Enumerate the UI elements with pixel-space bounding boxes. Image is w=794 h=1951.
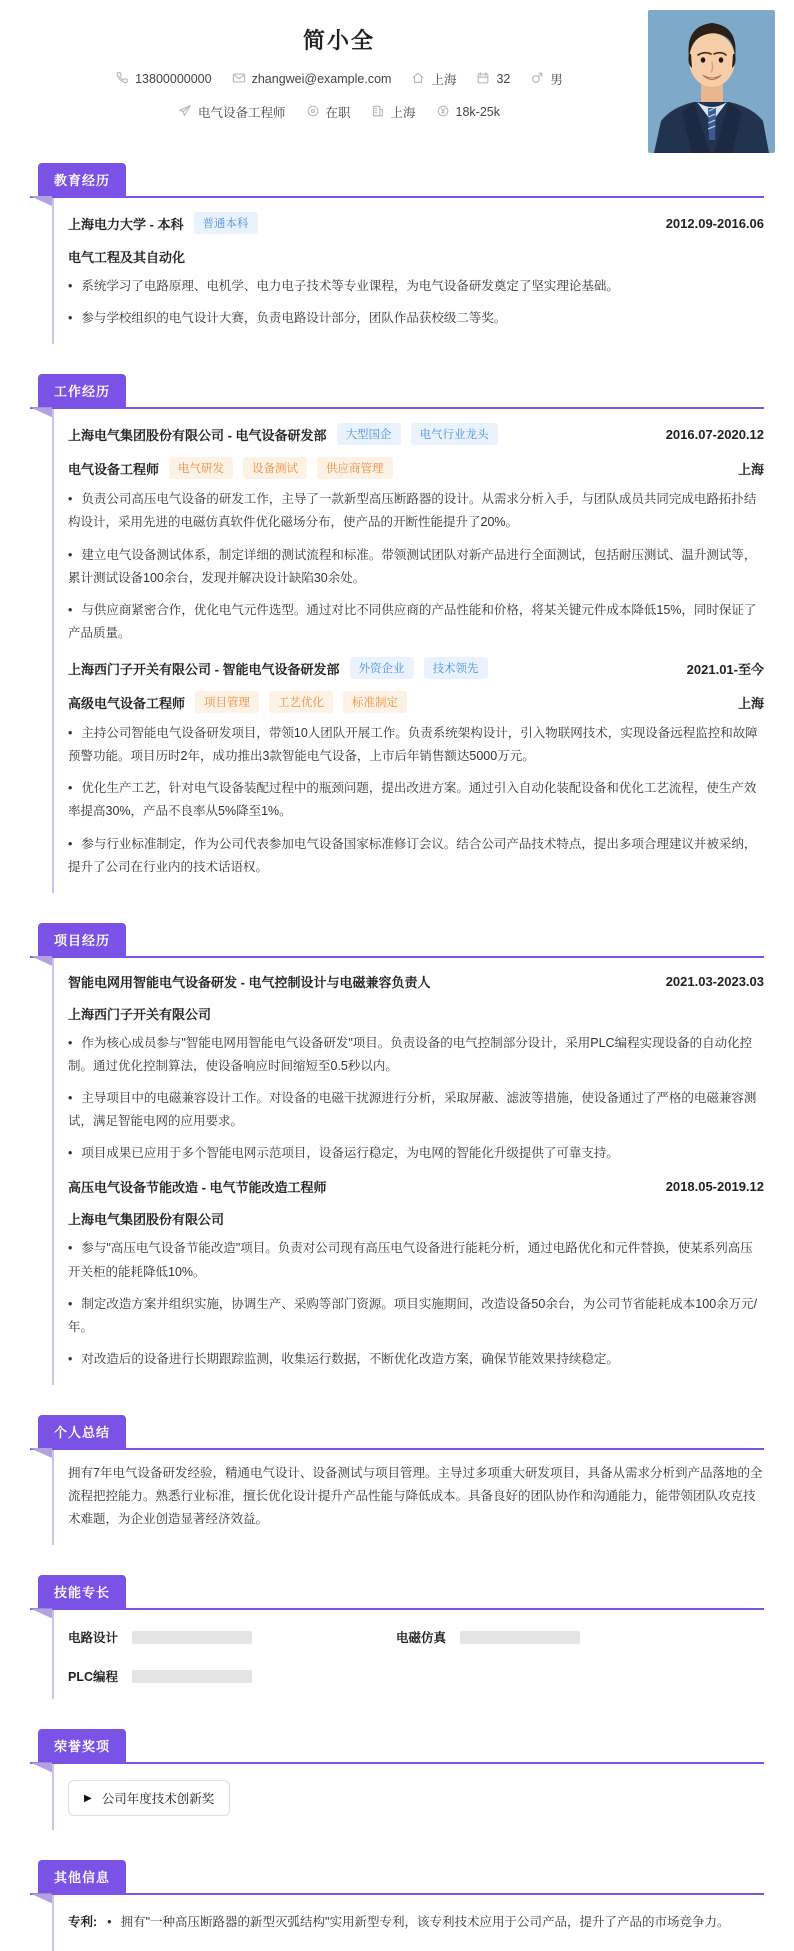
work-body — [52, 409, 764, 893]
role-tag: 电气研发 — [169, 457, 233, 479]
section-badge-summary: 个人总结 — [38, 1415, 126, 1448]
bullet-marker: • — [107, 1915, 112, 1930]
phone-item — [115, 71, 211, 88]
section-ribbon — [30, 1860, 764, 1895]
play-icon: ▶ — [84, 1792, 92, 1804]
age-item — [476, 71, 510, 88]
salary-value: 18k-25k — [455, 105, 501, 119]
section-work — [30, 374, 764, 893]
skill-progress-bar — [132, 1631, 252, 1644]
skill-item — [396, 1628, 764, 1646]
gender-value: 男 — [550, 73, 563, 87]
contact-row-1 — [30, 70, 648, 88]
section-projects — [30, 923, 764, 1385]
ribbon-fold-icon — [30, 1893, 52, 1903]
phone-icon — [115, 71, 129, 88]
salary-item — [436, 104, 500, 121]
ribbon-fold-icon — [30, 196, 52, 206]
work-entry-head — [68, 657, 764, 679]
school-name: 上海电力大学 - 本科 — [68, 216, 184, 232]
skill-item — [68, 1667, 396, 1685]
project-company: 上海西门子开关有限公司 — [68, 1006, 212, 1022]
skill-name: 电路设计 — [68, 1631, 119, 1646]
company-name: 上海西门子开关有限公司 - 智能电气设备研发部 — [68, 661, 340, 677]
project-entry — [68, 1177, 764, 1371]
work-city: 上海 — [737, 461, 764, 477]
list-item: • 与供应商紧密合作，优化电气元件选型。通过对比不同供应商的产品性能和价格，将某关键元件成本降低15%，同时保证了产品质量。 — [68, 599, 764, 645]
list-item: • 参与学校组织的电气设计大赛，负责电路设计部分，团队作品获校级二等奖。 — [68, 307, 764, 330]
job-title-item — [178, 103, 286, 121]
company-tag: 大型国企 — [337, 423, 401, 445]
patent-line — [68, 1911, 764, 1934]
other-body — [52, 1895, 764, 1951]
contact-row-2 — [30, 103, 648, 121]
gender-icon — [530, 71, 544, 88]
gender-item — [530, 70, 563, 88]
section-ribbon — [30, 374, 764, 409]
ribbon-fold-icon — [30, 1762, 52, 1772]
ribbon-fold-icon — [30, 956, 52, 966]
project-date: 2021.03-2023.03 — [665, 973, 764, 989]
skill-progress-bar — [460, 1631, 580, 1644]
project-title: 高压电气设备节能改造 - 电气节能改造工程师 — [68, 1180, 327, 1196]
skills-grid — [68, 1628, 764, 1685]
ribbon-fold-icon — [30, 407, 52, 417]
age-icon — [476, 71, 490, 88]
education-major: 电气工程及其自动化 — [68, 250, 186, 265]
list-item: • 参与行业标准制定，作为公司代表参加电气设备国家标准修订会议。结合公司产品技术特点，提出多项合理建议并被采纳，提升了公司在行业内的技术话语权。 — [68, 833, 764, 879]
building-icon — [371, 104, 385, 121]
project-title: 智能电网用智能电气设备研发 - 电气控制设计与电磁兼容负责人 — [68, 974, 431, 990]
work-entry — [68, 423, 764, 645]
company-tag: 技术领先 — [424, 657, 488, 679]
section-education — [30, 163, 764, 344]
project-company: 上海电气集团股份有限公司 — [68, 1212, 225, 1228]
profile-photo — [648, 10, 775, 153]
patent-text: 拥有"一种高压断路器的新型灭弧结构"实用新型专利，该专利技术应用于公司产品，提升了产品的市场竞争力。 — [120, 1915, 730, 1930]
work-city-item — [371, 103, 416, 121]
candidate-name: 简小全 — [302, 28, 375, 53]
role-tag: 供应商管理 — [317, 457, 393, 479]
work-city: 上海 — [737, 695, 764, 711]
list-item: • 作为核心成员参与"智能电网用智能电气设备研发"项目。负责设备的电气控制部分设计，采用PLC编程实现设备的自动化控制。通过优化控制算法，使设备响应时间缩短至0.5秒以内。 — [68, 1032, 764, 1078]
header-text-block — [30, 24, 648, 121]
summary-body — [52, 1450, 764, 1545]
skill-progress-bar — [132, 1670, 252, 1683]
section-badge-other: 其他信息 — [38, 1860, 126, 1893]
job-status-item — [306, 103, 351, 121]
list-item: • 建立电气设备测试体系，制定详细的测试流程和标准。带领测试团队对新产品进行全面测试，包括耐压测试、温升测试等，累计测试设备100余台，发现并解决设计缺陷30余处。 — [68, 544, 764, 590]
section-ribbon — [30, 163, 764, 198]
list-item: • 对改造后的设备进行长期跟踪监测，收集运行数据，不断优化改造方案，确保节能效果持续稳定。 — [68, 1348, 764, 1371]
section-ribbon — [30, 1415, 764, 1450]
ribbon-fold-icon — [30, 1608, 52, 1618]
role-title: 高级电气设备工程师 — [68, 695, 186, 711]
patent-label: 专利: — [68, 1915, 98, 1930]
section-skills — [30, 1575, 764, 1699]
salary-icon — [436, 104, 450, 121]
paper-plane-icon — [178, 104, 192, 121]
work-role-row — [68, 457, 764, 479]
work-date: 2021.01-至今 — [686, 661, 764, 677]
list-item: • 参与"高压电气设备节能改造"项目。负责对公司现有高压电气设备进行能耗分析，通过电路优化和元件替换，使某系列高压开关柜的能耗降低10%。 — [68, 1237, 764, 1283]
section-ribbon — [30, 923, 764, 958]
education-entry-head — [68, 212, 764, 234]
section-badge-projects: 项目经历 — [38, 923, 126, 956]
role-tag: 设备测试 — [243, 457, 307, 479]
section-other — [30, 1860, 764, 1951]
skills-body — [52, 1610, 764, 1699]
section-badge-education: 教育经历 — [38, 163, 126, 196]
company-tag: 电气行业龙头 — [411, 423, 498, 445]
honors-body — [52, 1764, 764, 1830]
list-item: • 主导项目中的电磁兼容设计工作。对设备的电磁干扰源进行分析，采取屏蔽、滤波等措施，使设备通过了严格的电磁兼容测试，满足智能电网的应用要求。 — [68, 1087, 764, 1133]
section-honors — [30, 1729, 764, 1830]
email-item — [232, 71, 392, 88]
skill-name: 电磁仿真 — [396, 1631, 447, 1646]
job-title-value: 电气设备工程师 — [197, 106, 286, 120]
email-value: zhangwei@example.com — [251, 72, 392, 86]
status-icon — [306, 104, 320, 121]
resume-header — [0, 0, 794, 158]
honor-label: 公司年度技术创新奖 — [101, 1792, 215, 1807]
list-item: • 主持公司智能电气设备研发项目，带领10人团队开展工作。负责系统架构设计，引入物联网技术，实现设备远程监控和故障预警功能。项目历时2年，成功推出3款智能电气设备，上市后年销售额达5000万元。 — [68, 722, 764, 768]
list-item: • 系统学习了电路原理、电机学、电力电子技术等专业课程，为电气设备研发奠定了坚实理论基础。 — [68, 275, 764, 298]
work-entry-head — [68, 423, 764, 445]
project-entry-head — [68, 972, 764, 991]
skill-name: PLC编程 — [68, 1670, 119, 1685]
skill-item — [68, 1628, 396, 1646]
list-item: • 项目成果已应用于多个智能电网示范项目，设备运行稳定，为电网的智能化升级提供了可靠支持。 — [68, 1142, 764, 1165]
age-value: 32 — [496, 72, 511, 86]
phone-value: 13800000000 — [135, 72, 212, 86]
project-entry-head — [68, 1177, 764, 1196]
work-city-value: 上海 — [390, 106, 416, 120]
role-title: 电气设备工程师 — [68, 461, 160, 477]
section-badge-skills: 技能专长 — [38, 1575, 126, 1608]
section-badge-honors: 荣誉奖项 — [38, 1729, 126, 1762]
work-date: 2016.07-2020.12 — [665, 426, 764, 442]
role-tag: 标准制定 — [343, 691, 407, 713]
projects-body — [52, 958, 764, 1385]
education-date: 2012.09-2016.06 — [665, 215, 764, 231]
role-tag: 项目管理 — [195, 691, 259, 713]
section-badge-work: 工作经历 — [38, 374, 126, 407]
education-body — [52, 198, 764, 344]
section-summary — [30, 1415, 764, 1545]
section-ribbon — [30, 1575, 764, 1610]
location-value: 上海 — [431, 73, 457, 87]
location-item — [411, 70, 456, 88]
education-tag: 普通本科 — [194, 212, 258, 234]
list-item: • 优化生产工艺，针对电气设备装配过程中的瓶颈问题，提出改进方案。通过引入自动化装配设备和优化工艺流程，使生产效率提高30%，产品不良率从5%降至1%。 — [68, 777, 764, 823]
project-entry — [68, 972, 764, 1166]
list-item: • 负责公司高压电气设备的研发工作，主导了一款新型高压断路器的设计。从需求分析入手，与团队成员共同完成电路拓扑结构设计，采用先进的电磁仿真软件优化磁场分布，使产品的开断性能提升了20%。 — [68, 488, 764, 534]
home-icon — [411, 71, 425, 88]
honor-chip[interactable] — [68, 1780, 230, 1816]
ribbon-fold-icon — [30, 1448, 52, 1458]
company-tag: 外资企业 — [350, 657, 414, 679]
role-tag: 工艺优化 — [269, 691, 333, 713]
work-role-row — [68, 691, 764, 713]
email-icon — [232, 71, 246, 88]
project-date: 2018.05-2019.12 — [665, 1179, 764, 1195]
job-status-value: 在职 — [325, 106, 351, 120]
work-entry — [68, 657, 764, 879]
section-ribbon — [30, 1729, 764, 1764]
company-name: 上海电气集团股份有限公司 - 电气设备研发部 — [68, 427, 327, 443]
list-item: • 制定改造方案并组织实施，协调生产、采购等部门资源。项目实施期间，改造设备50余台，为公司节省能耗成本100余万元/年。 — [68, 1293, 764, 1339]
summary-text: 拥有7年电气设备研发经验，精通电气设计、设备测试与项目管理。主导过多项重大研发项目，具备从需求分析到产品落地的全流程把控能力。熟悉行业标准，擅长优化设计提升产品性能与降低成本。具备良好的团队协作和沟通能力，能带领团队攻克技术难题，为企业创造显著经济效益。 — [68, 1466, 763, 1527]
